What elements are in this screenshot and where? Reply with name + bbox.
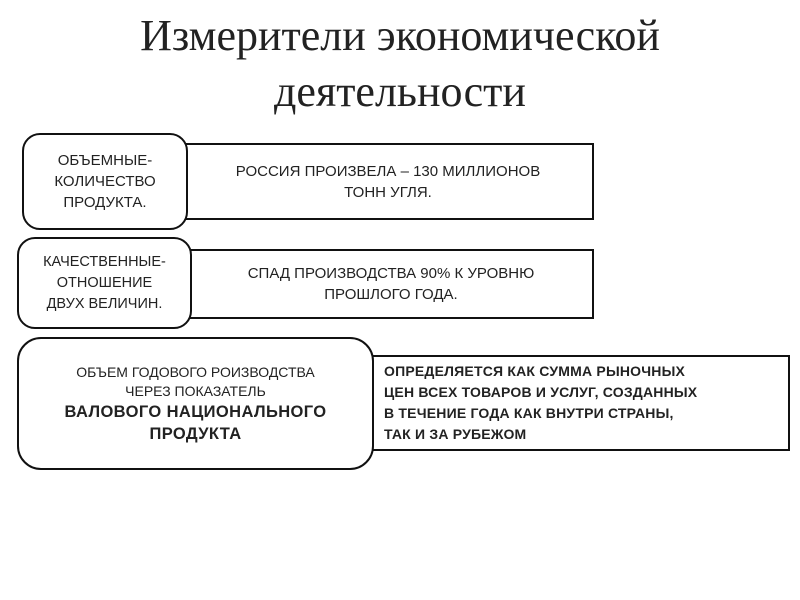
description-line: ПРОШЛОГО ГОДА. bbox=[324, 286, 458, 303]
description-line: ТАК И ЗА РУБЕЖОМ bbox=[384, 426, 527, 442]
category-line: ОБЪЕМНЫЕ- bbox=[57, 152, 153, 169]
description-line: РОССИЯ ПРОИЗВЕЛА – 130 МИЛЛИОНОВ bbox=[235, 162, 541, 180]
description-line: ОПРЕДЕЛЯЕТСЯ КАК СУММА РЫНОЧНЫХ bbox=[384, 363, 686, 379]
measure-category-box-quality bbox=[17, 237, 192, 329]
slide-title bbox=[0, 8, 800, 120]
description-line: СПАД ПРОИЗВОДСТВА 90% К УРОВНЮ bbox=[247, 265, 535, 282]
category-line: ЧЕРЕЗ ПОКАЗАТЕЛЬ bbox=[125, 382, 266, 399]
category-line-emphasis: ВАЛОВОГО НАЦИОНАЛЬНОГО bbox=[64, 402, 327, 421]
measure-category-box-gnp bbox=[17, 337, 374, 470]
category-line-emphasis: ПРОДУКТА bbox=[149, 424, 242, 443]
slide-title-line-2: деятельности bbox=[274, 67, 526, 116]
category-line: КОЛИЧЕСТВО bbox=[54, 173, 156, 190]
measure-description-box-quality bbox=[168, 249, 594, 319]
measure-category-box-volume bbox=[22, 133, 188, 230]
category-line: ДВУХ ВЕЛИЧИН. bbox=[46, 295, 163, 312]
category-line: ОБЪЕМ ГОДОВОГО РОИЗВОДСТВА bbox=[76, 363, 315, 380]
description-line: ТОНН УГЛЯ. bbox=[344, 183, 432, 201]
category-line: ОТНОШЕНИЕ bbox=[56, 274, 153, 291]
slide-title-line-1: Измерители экономической bbox=[140, 11, 660, 60]
measure-description-box-volume bbox=[162, 143, 594, 220]
description-line: ЦЕН ВСЕХ ТОВАРОВ И УСЛУГ, СОЗДАННЫХ bbox=[384, 384, 698, 400]
category-line: ПРОДУКТА. bbox=[63, 194, 147, 211]
category-line: КАЧЕСТВЕННЫЕ- bbox=[43, 253, 166, 270]
measure-description-box-gnp bbox=[334, 355, 790, 451]
description-line: В ТЕЧЕНИЕ ГОДА КАК ВНУТРИ СТРАНЫ, bbox=[384, 405, 674, 421]
